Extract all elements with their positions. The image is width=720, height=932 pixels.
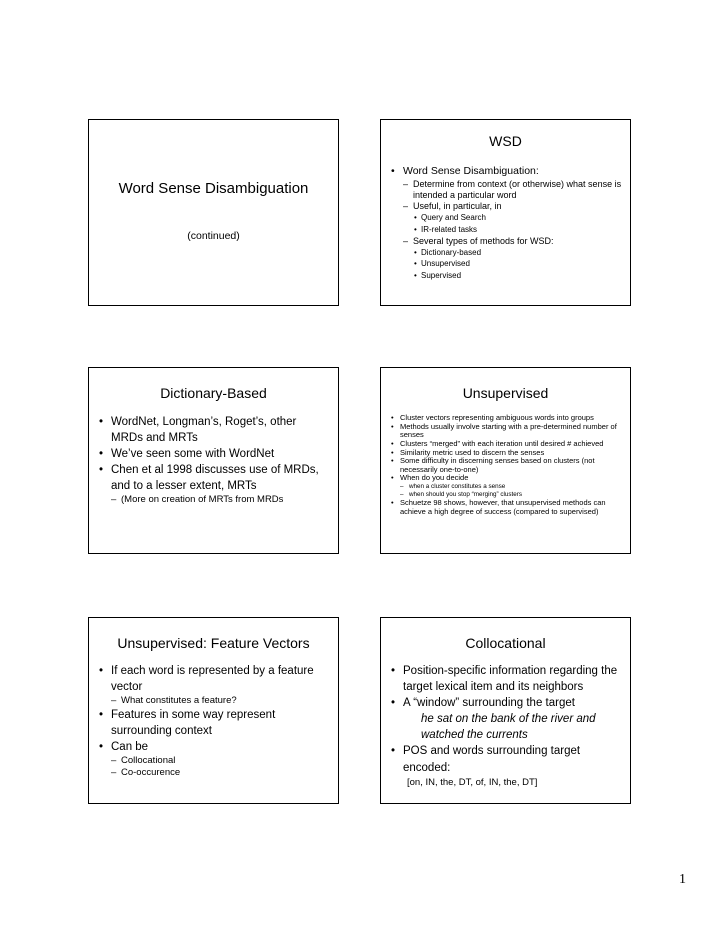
bullet: • We’ve seen some with WordNet <box>99 446 330 462</box>
bullet: • Similarity metric used to discern the senses <box>391 449 622 458</box>
slide-heading: Unsupervised <box>462 385 549 401</box>
slide-body <box>391 663 622 789</box>
bullet: • Position-specific information regarding the target lexical item and its neighbors <box>391 663 622 695</box>
sub-bullet: – (More on creation of MRTs from MRDs <box>99 494 330 506</box>
example-sentence: he sat on the bank of the river and watched the currents <box>421 713 596 742</box>
sub-bullet: – when a cluster constitutes a sense <box>391 483 622 491</box>
page-number: 1 <box>679 872 686 887</box>
bullet: • Methods usually involve starting with a pre-determined number of senses <box>391 423 622 440</box>
bullet: • Chen et al 1998 discusses use of MRDs, and to a lesser extent, MRTs <box>99 462 330 494</box>
bullet: • Clusters “merged” with each iteration until desired # achieved <box>391 440 622 449</box>
slide-heading: Collocational <box>465 635 546 651</box>
bullet: • A “window” surrounding the target <box>391 695 622 711</box>
slide-heading: Unsupervised: Feature Vectors <box>117 635 310 651</box>
bullet: • POS and words surrounding target encoded: <box>391 743 622 775</box>
sub-sub-bullet: • IR-related tasks <box>391 224 622 236</box>
sub-sub-bullet: • Supervised <box>391 270 622 282</box>
bullet: • WordNet, Longman’s, Roget’s, other MRDs and MRTs <box>99 414 330 446</box>
sub-bullet: – Co-occurence <box>99 767 330 779</box>
bullet: • When do you decide <box>391 474 622 483</box>
slide-unsupervised <box>380 367 631 554</box>
bullet: • Word Sense Disambiguation: <box>391 164 622 179</box>
bullet: • Schuetze 98 shows, however, that unsupervised methods can achieve a high degree of success (compared to supervised) <box>391 499 622 516</box>
slide-title-heading: Word Sense Disambiguation <box>118 180 309 197</box>
bullet: • If each word is represented by a feature vector <box>99 663 330 695</box>
slide-body <box>391 414 622 517</box>
slide-heading: WSD <box>489 133 522 149</box>
encoding-example: [on, IN, the, DT, of, IN, the, DT] <box>407 776 538 788</box>
slide-body <box>391 164 622 282</box>
sub-sub-bullet: • Query and Search <box>391 212 622 224</box>
sub-bullet: – Determine from context (or otherwise) what sense is intended a particular word <box>391 179 622 202</box>
sub-bullet: – Useful, in particular, in <box>391 201 622 212</box>
sub-bullet: – What constitutes a feature? <box>99 695 330 707</box>
sub-bullet: – when should you stop “merging” clusters <box>391 491 622 499</box>
bullet: • Features in some way represent surrounding context <box>99 707 330 739</box>
slide-body <box>99 663 330 779</box>
sub-sub-bullet: • Dictionary-based <box>391 247 622 259</box>
slide-subtitle: (continued) <box>187 230 240 242</box>
sub-sub-bullet: • Unsupervised <box>391 258 622 270</box>
bullet: • Cluster vectors representing ambiguous words into groups <box>391 414 622 423</box>
slide-dictionary-based <box>88 367 339 554</box>
slide-body <box>99 414 330 506</box>
slide-collocational <box>380 617 631 804</box>
slide-feature-vectors <box>88 617 339 804</box>
bullet: • Can be <box>99 739 330 755</box>
bullet: • Some difficulty in discerning senses based on clusters (not necessarily one-to-one) <box>391 457 622 474</box>
slide-title <box>88 119 339 306</box>
slide-heading: Dictionary-Based <box>160 385 267 401</box>
slide-wsd <box>380 119 631 306</box>
sub-bullet: – Collocational <box>99 755 330 767</box>
sub-bullet: – Several types of methods for WSD: <box>391 236 622 247</box>
